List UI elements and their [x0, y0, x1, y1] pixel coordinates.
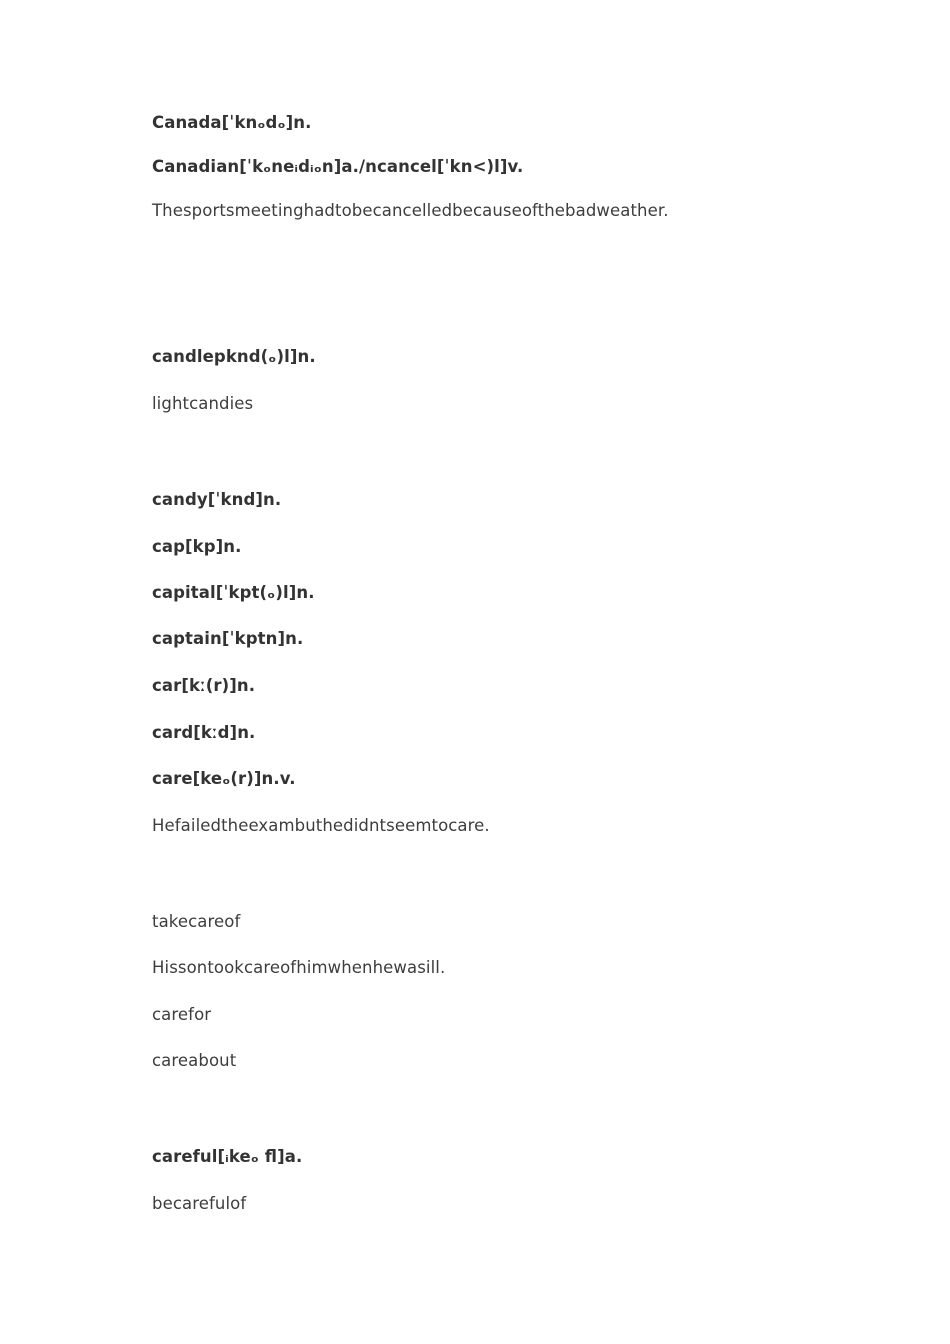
phrase-care-for: carefor [152, 1005, 212, 1024]
entry-careful: careful[ᵢkeₒ ﬂ]a. [152, 1147, 303, 1166]
phrase-be-careful-of: becarefulof [152, 1194, 247, 1213]
example-sentence-cancel: Thesportsmeetinghadtobecancelledbecauseofthebadweather. [152, 201, 669, 220]
entry-cap: cap[kp]n. [152, 537, 242, 556]
entry-care: care[keₒ(r)]n.v. [152, 769, 296, 788]
phrase-care-about: careabout [152, 1051, 237, 1070]
example-phrase-candle: lightcandies [152, 394, 254, 413]
entry-captain: captain[ˈkptn]n. [152, 629, 304, 648]
entry-car: car[kː(r)]n. [152, 676, 256, 695]
entry-capital: capital[ˈkpt(ₒ)l]n. [152, 583, 315, 602]
entry-candy: candy[ˈknd]n. [152, 490, 282, 509]
example-sentence-care: Hefailedtheexambuthedidntseemtocare. [152, 816, 490, 835]
entry-card: card[kːd]n. [152, 723, 256, 742]
entry-canada: Canada[ˈknₒdₒ]n. [152, 113, 312, 132]
entry-canadian-cancel: Canadian[ˈkₒneᵢdᵢₒn]a./ncancel[ˈkn<)l]v. [152, 157, 524, 176]
entry-candle: candlepknd(ₒ)l]n. [152, 347, 316, 366]
phrase-take-care-of: takecareof [152, 912, 241, 931]
example-sentence-take-care-of: Hissontookcareofhimwhenhewasill. [152, 958, 446, 977]
